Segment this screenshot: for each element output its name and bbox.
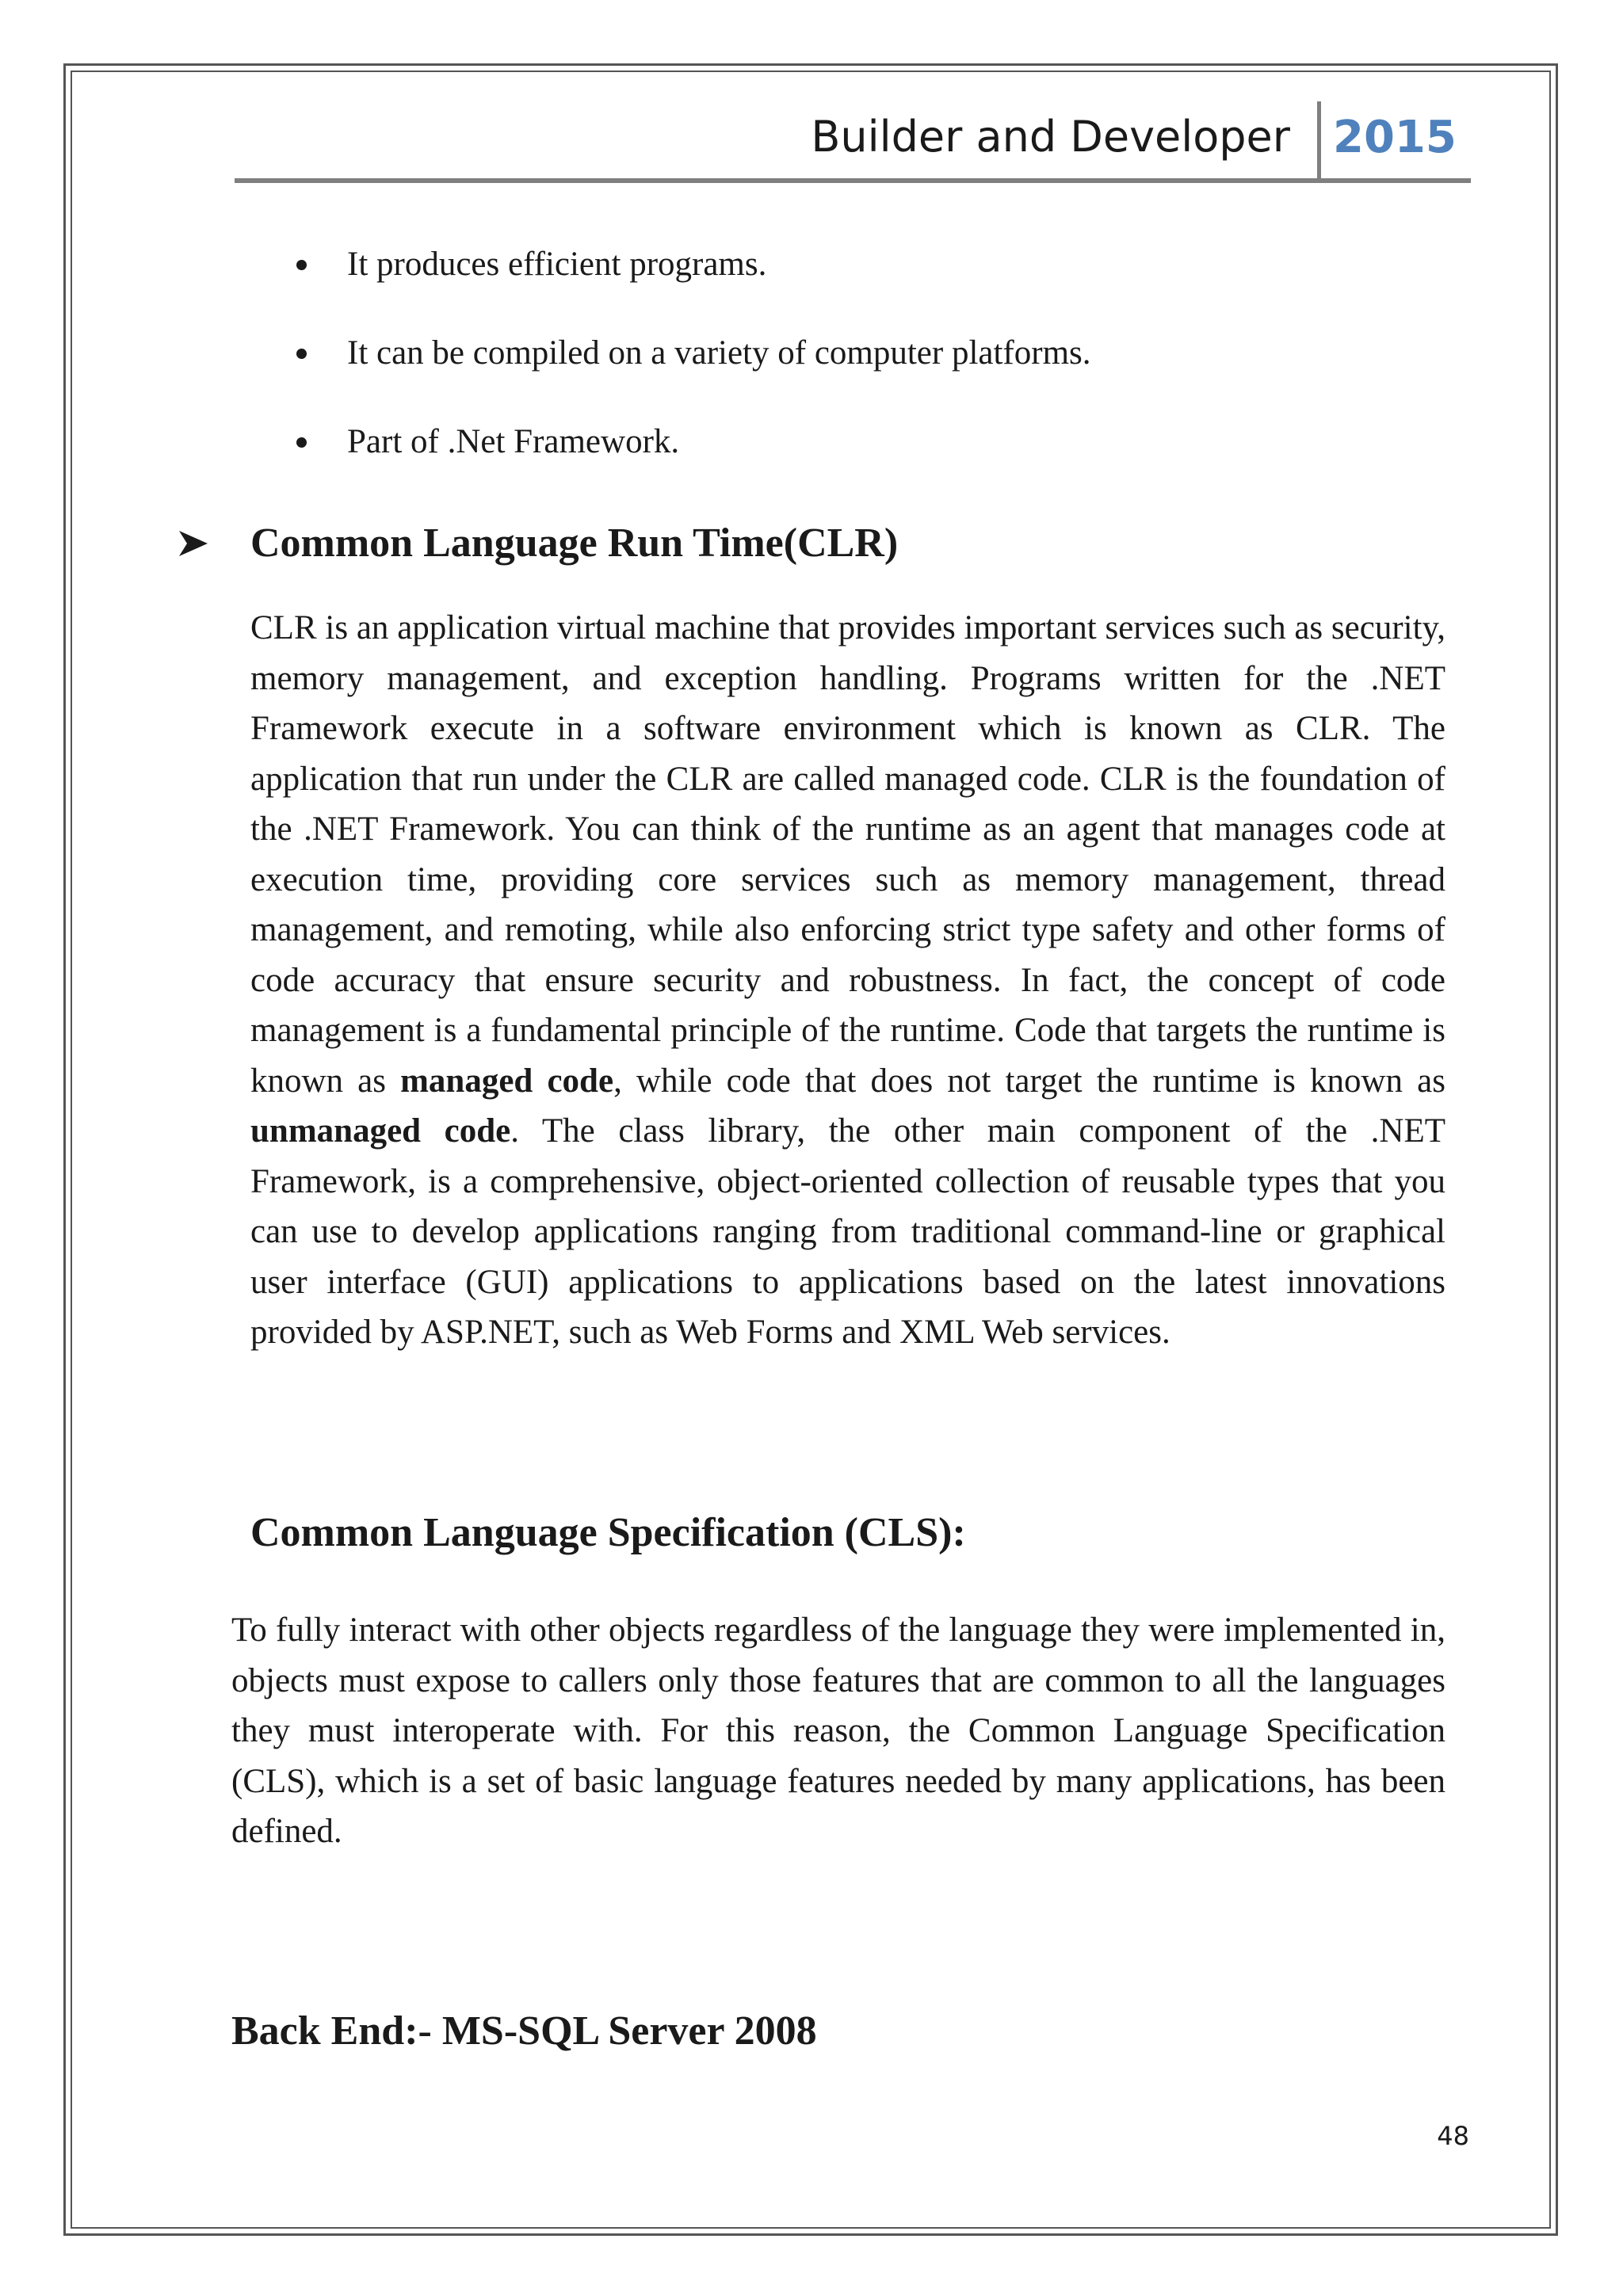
backend-heading	[231, 2008, 817, 2054]
cls-heading: Common Language Specification (CLS):	[250, 1510, 966, 1555]
bullet-dot-icon	[296, 349, 307, 359]
arrow-bullet-icon	[176, 526, 211, 561]
header-separator	[1317, 101, 1321, 181]
page-number: 48	[1437, 2121, 1469, 2151]
bullet-dot-icon	[296, 437, 307, 448]
bullet-dot-icon	[296, 260, 307, 270]
page-header	[235, 101, 1471, 184]
list-item	[293, 421, 1091, 510]
managed-code-term: managed code	[400, 1062, 614, 1100]
backend-label: Back End	[231, 2008, 405, 2054]
header-rule	[235, 178, 1471, 183]
header-title: Builder and Developer	[811, 112, 1290, 162]
list-item	[293, 333, 1091, 421]
feature-list	[293, 244, 1091, 510]
clr-text-part3: . The class library, the other main component of the .NET Framework, is a comprehensive, object-oriented collection of reusable types that you can use to develop applications ranging from traditional command-line or graphical user interface (GUI) applications to applications based on the latest innovations provided by ASP.NET, such as Web Forms and XML Web services.	[250, 1112, 1445, 1351]
clr-text-part2: , while code that does not target the runtime is known as	[613, 1062, 1445, 1100]
clr-paragraph	[250, 603, 1445, 1358]
backend-value: :- MS-SQL Server 2008	[404, 2008, 817, 2054]
list-item-text: It produces efficient programs.	[347, 246, 767, 283]
clr-heading: Common Language Run Time(CLR)	[250, 521, 899, 566]
header-year: 2015	[1333, 112, 1457, 163]
list-item-text: It can be compiled on a variety of computer platforms.	[347, 334, 1091, 372]
cls-paragraph: To fully interact with other objects regardless of the language they were implemented in, objects must expose to callers only those features that are common to all the languages they must interoperate with. For this reason, the Common Language Specification (CLS), which is a set of basic language features needed by many applications, has been defined.	[231, 1611, 1445, 1850]
list-item	[293, 244, 1091, 333]
list-item-text: Part of .Net Framework.	[347, 423, 680, 460]
clr-text-part1: CLR is an application virtual machine that provides important services such as security, memory management, and exception handling. Programs written for the .NET Framework execute in a software environment which is known as CLR. The application that run under the CLR are called managed code. CLR is the foundation of the .NET Framework. You can think of the runtime as an agent that manages code at execution time, providing core services such as memory management, thread management, and remoting, while also enforcing strict type safety and other forms of code accuracy that ensure security and robustness. In fact, the concept of code management is a fundamental principle of the runtime. Code that targets the runtime is known as	[250, 609, 1445, 1100]
unmanaged-code-term: unmanaged code	[250, 1112, 511, 1150]
